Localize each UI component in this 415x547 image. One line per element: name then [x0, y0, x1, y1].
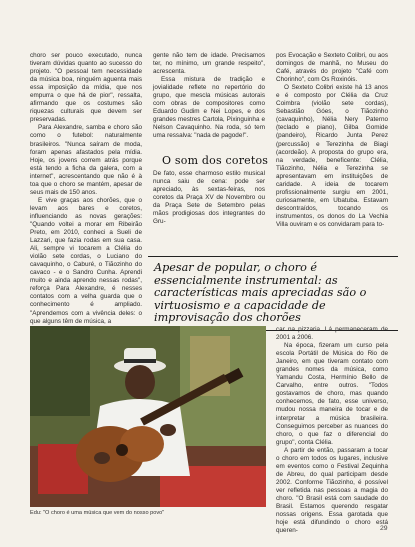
text-column-3	[276, 52, 388, 229]
text-column-2	[153, 52, 265, 141]
paragraph: pos Evocação e Sexteto Colibri, ou aos domingos de manhã, no Museu do Café, através do projeto "Café com Chorinho", com Os Roxinóis.	[276, 52, 388, 84]
text-column-4	[276, 326, 388, 535]
paragraph: Na época, fizeram um curso pela escola Portátil de Música do Rio de Janeiro, em que tiveram contato com grandes nomes da música, como Yamandu Costa, Hermínio Bello de Carvalho, entre outros. "Todos gostavamos de choro, mas quando conhecemos, de fato, esse universo, mudou nossa maneira de tocar e de interpretar a música brasileira. Conseguimos perceber as nuances do choro, o que faz o diferencial do grupo", conta Clélia.	[276, 342, 388, 446]
paragraph: A partir de então, passaram a tocar o choro em todos os lugares, inclusive em eventos como o Festival Zequinha de Abreu, do qual participam desde 2002. Conforme Tiãozinho, é possível ver refletida nas pessoas a magia do choro. "O Brasil está com saudade do Brasil. Estamos querendo resgatar nossas origens. Essa garotada que hoje está difundindo o choro está queren-	[276, 446, 388, 535]
musician-illustration	[30, 326, 266, 507]
page-number: 29	[380, 525, 388, 532]
pull-quote: Apesar de popular, o choro é essencialmente instrumental: as características mais apreciadas são o virtuosismo e a capacidade de improvisação dos chorões	[148, 256, 398, 331]
photo-caption: Edu: "O choro é uma música que vem do nosso povo"	[30, 510, 165, 516]
paragraph: gente não tem de idade. Precisamos ter, no mínimo, um grande respeito", acrescenta.	[153, 52, 265, 76]
paragraph: car na pizzaria. Lá permaneceram de 2001 a 2006.	[276, 326, 388, 342]
photo-musician	[30, 326, 266, 507]
text-column-2b	[153, 170, 265, 226]
paragraph: Para Alexandre, samba e choro são como o futebol: naturalmente brasileiros. "Nunca saíram de moda, foram apenas afastados pela mídia. Hoje, os jovens correm atrás porque está tendo a ficha da galera, com a internet", acrescentando que não é à toa que o choro se mantém, apesar de seus mais de 150 anos.	[30, 124, 142, 196]
text-column-1	[30, 52, 142, 326]
paragraph: O Sexteto Colibri existe há 13 anos e é composto por Clélia da Cruz Coimbra (violão sete cordas), Sebastião Góes, o Tiãozinho (cavaquinho), Nélia Nery Paterno (teclado e piano), Gilba Gomide (pandeiro), Ricardo Junta Perez (percussão) e Terezinha de Biagi (acordeão). A proposta do grupo era, na verdade, beneficente: Clélia, Tiãozinho, Nélia e Terezinha se apresentavam em instituições de caridade. A ideia de tocarem profissionalmente surgiu em 2001, curiosamente, em Ubatuba. Estavam descontraídos, tocando os instrumentos, os donos do La Vechia Villa ouviram e os convidaram para to-	[276, 84, 388, 228]
paragraph: E vive graças aos chorões, que o levam aos bares e coretos, influenciando as novas gerações: "Quando voltei a morar em Ribeirão Preto, em 2010, conheci a Sueli de Lazzari, que fazia rodas em sua casa. Ali, sempre vi tocarem a Clélia do violão sete cordas, o Luciano do cavaquinho, o Caburé, o Tiãozinho do cavaco - e o Sandro Cunha. Aprendi muito e ainda aprendo nessas rodas", reforça Para Alexandre, é nesses contatos com a velha guarda que o conhecimento é ampliado. "Aprendemos com a vivência deles: o que alguns têm de música, a	[30, 196, 142, 325]
section-title: O som dos coretos	[162, 154, 269, 167]
paragraph: Essa mistura de tradição e jovialidade reflete no repertório do grupo, que mescla músicas autorais com obras de compositores como Eduardo Gudim e Nei Lopes, e dos grandes mestres Cartola, Pixinguinha e Nelson Cavaquinho. Na roda, só tem uma ressalva: "nada de pagode!".	[153, 76, 265, 140]
paragraph: choro ser pouco executado, nunca tiveram dúvidas quanto ao sucesso do projeto. "O pessoal tem necessidade da música boa, ninguém aguenta mais essa imposição da mídia, que nos empurra o que há de pior", ressalta, afirmando que os costumes são riquezas culturais que devem ser preservadas.	[30, 52, 142, 124]
paragraph: De fato, esse charmoso estilo musical nunca saiu de cena: pode ser apreciado, às sextas-feiras, nos coretos da Praça XV de Novembro ou da Praça Sete de Setembro pelas mãos prodigiosas dos integrantes do Gru-	[153, 170, 265, 226]
